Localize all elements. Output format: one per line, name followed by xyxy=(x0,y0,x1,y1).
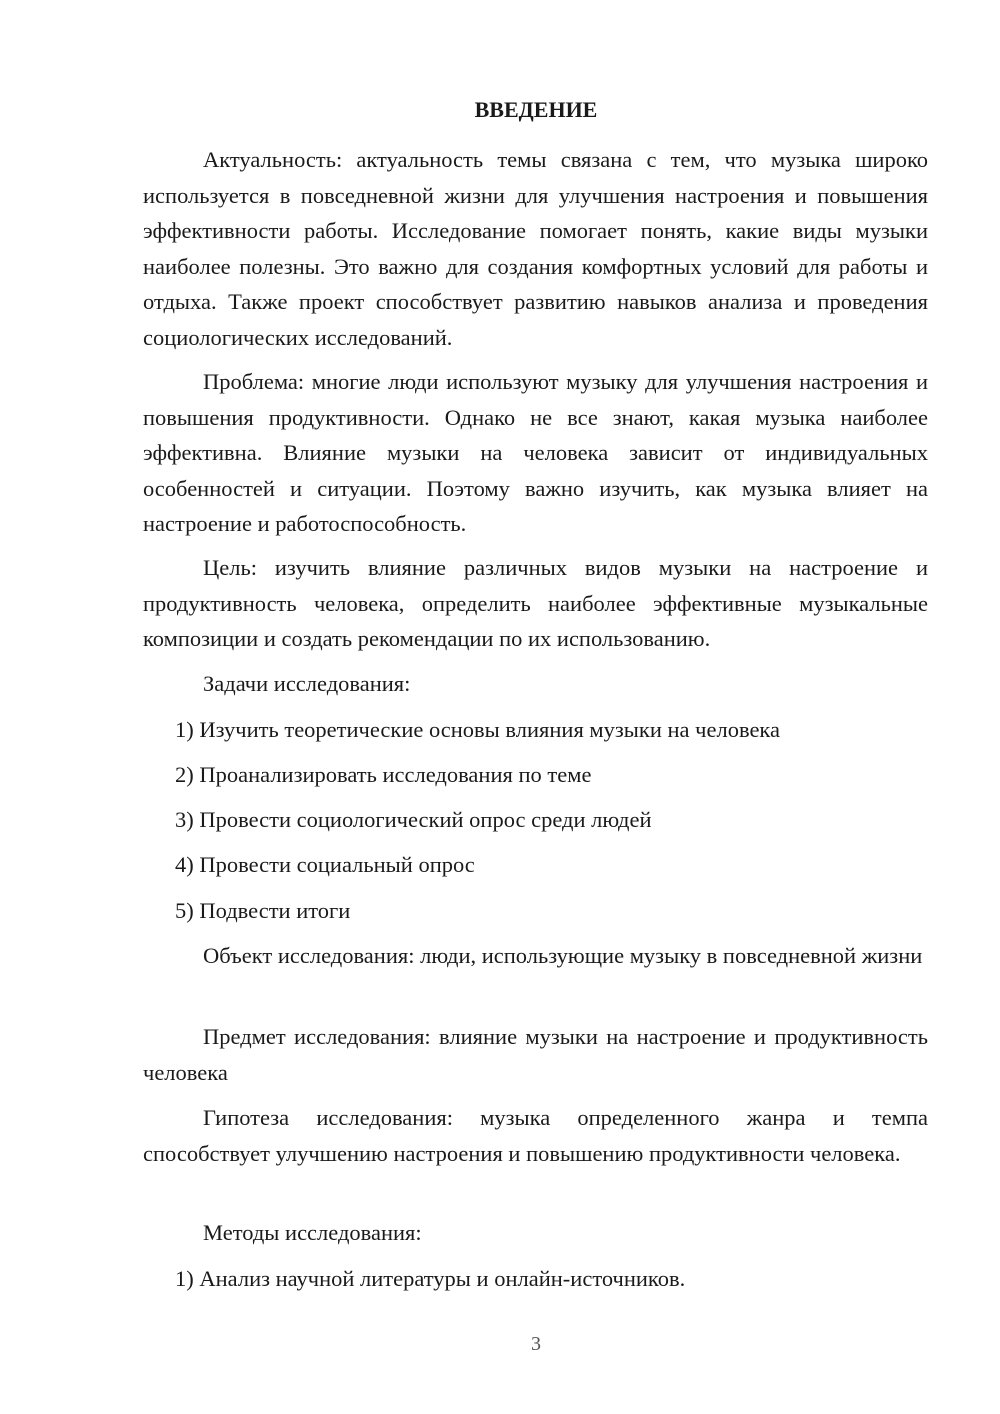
page-number: 3 xyxy=(531,1333,541,1355)
task-item-2: 2) Проанализировать исследования по теме xyxy=(175,762,592,787)
task-item-4: 4) Провести социальный опрос xyxy=(175,852,475,877)
relevance-paragraph: Актуальность: актуальность темы связана с тем, что музыка широко используется в повседневной жизни для улучшения настроения и повышения эффективности работы. Исследование помогает понять, какие виды музыки наиболее полезны. Это важно для создания комфортных условий для работы и отдыха. Также проект способствует развитию навыков анализа и проведения социологических исследований. xyxy=(143,147,928,350)
methods-heading: Методы исследования: xyxy=(203,1220,422,1245)
subject-paragraph: Предмет исследования: влияние музыки на настроение и продуктивность человека xyxy=(143,1024,928,1085)
task-item-1: 1) Изучить теоретические основы влияния музыки на человека xyxy=(175,717,781,742)
tasks-heading: Задачи исследования: xyxy=(203,671,411,696)
hypothesis-paragraph: Гипотеза исследования: музыка определенного жанра и темпа способствует улучшению настроения и повышению продуктивности человека. xyxy=(143,1105,928,1166)
problem-paragraph: Проблема: многие люди используют музыку для улучшения настроения и повышения продуктивности. Однако не все знают, какая музыка наиболее эффективна. Влияние музыки на человека зависит от индивидуальных особенностей и ситуации. Поэтому важно изучить, как музыка влияет на настроение и работоспособность. xyxy=(143,369,928,536)
goal-paragraph: Цель: изучить влияние различных видов музыки на настроение и продуктивность человека, определить наиболее эффективные музыкальные композиции и создать рекомендации по их использованию. xyxy=(143,555,928,651)
method-item-1: 1) Анализ научной литературы и онлайн-источников. xyxy=(175,1266,686,1291)
object-paragraph: Объект исследования: люди, использующие музыку в повседневной жизни xyxy=(203,943,923,968)
task-item-3: 3) Провести социологический опрос среди людей xyxy=(175,807,652,832)
task-item-5: 5) Подвести итоги xyxy=(175,898,351,923)
page-title: ВВЕДЕНИЕ xyxy=(474,97,598,122)
